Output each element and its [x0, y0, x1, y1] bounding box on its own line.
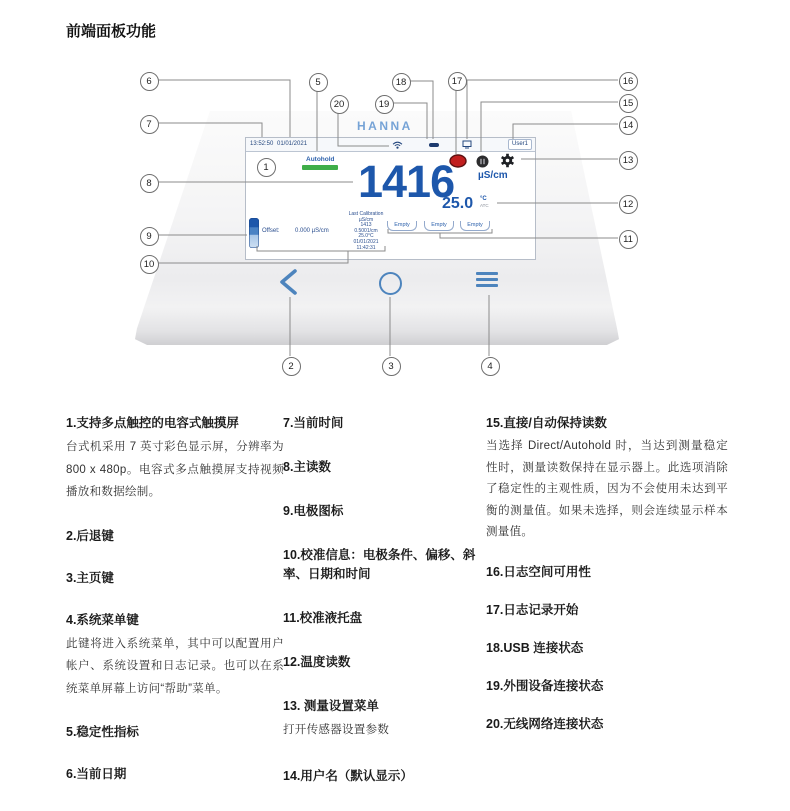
callout-12: 12 — [619, 195, 638, 214]
callout-3: 3 — [382, 357, 401, 376]
callout-11: 11 — [619, 230, 638, 249]
callout-5: 5 — [309, 73, 328, 92]
legend-item-heading: 13. 测量设置菜单 — [283, 699, 379, 713]
gear-icon — [500, 153, 515, 168]
legend-item-14 — [283, 767, 483, 786]
callout-2: 2 — [282, 357, 301, 376]
legend-item-heading: 1.支持多点触控的电容式触摸屏 — [66, 416, 239, 430]
lastcal-standard: 1413 — [360, 222, 372, 229]
legend-item-heading: 18.USB 连接状态 — [486, 640, 584, 655]
calibration-tray-1: Empty — [387, 221, 417, 231]
legend-item-15 — [486, 414, 728, 544]
legend-item-heading: 8.主读数 — [283, 460, 331, 474]
temperature-reading: 25.0 — [442, 195, 474, 212]
autohold-label: Autohold — [306, 156, 335, 163]
callout-19: 19 — [375, 95, 394, 114]
legend-column-2 — [283, 414, 483, 811]
current-date: 01/01/2021 — [277, 141, 308, 147]
current-time: 13:52:50 — [250, 141, 274, 147]
main-reading: 1416 — [358, 156, 455, 207]
back-icon — [277, 269, 301, 295]
offset-label: Offset: — [262, 228, 280, 234]
menu-icon — [476, 272, 498, 289]
callout-6: 6 — [140, 72, 159, 91]
page-title: 前端面板功能 — [66, 23, 157, 40]
legend-item-2 — [66, 527, 284, 546]
temperature-unit: °C — [480, 196, 487, 202]
legend-item-heading: 14.用户名（默认显示） — [283, 768, 413, 783]
legend-item-heading: 12.温度读数 — [283, 655, 351, 669]
legend-item-heading: 9.电极图标 — [283, 504, 344, 518]
display-icon — [462, 140, 472, 149]
legend-item-body: 打开传感器设置参数 — [283, 724, 390, 736]
legend-item-heading: 3.主页键 — [66, 570, 114, 585]
legend-item-9 — [283, 502, 483, 521]
lastcal-date: 01/01/2021 — [353, 238, 379, 245]
legend-item-4 — [66, 611, 284, 701]
legend-item-7 — [283, 414, 483, 433]
legend-item-20 — [486, 715, 728, 734]
lastcal-title: Last Calibration — [348, 211, 384, 217]
callout-8: 8 — [140, 174, 159, 193]
callout-14: 14 — [619, 116, 638, 135]
legend-item-18 — [486, 639, 728, 658]
legend-item-heading: 10.校准信息：电极条件、偏移、斜率、日期和时间 — [283, 548, 476, 581]
wifi-icon — [392, 141, 403, 149]
lastcal-temperature: 25.0°C — [358, 233, 374, 240]
legend-item-10 — [283, 546, 483, 584]
lastcal-time: 11:42:31 — [356, 244, 376, 251]
legend-item-body: 此键将进入系统菜单，其中可以配置用户帐户、系统设置和日志记录。也可以在系统菜单屏幕上访问“帮助”菜单。 — [66, 637, 284, 695]
legend-item-3 — [66, 569, 284, 588]
status-bar — [246, 138, 535, 152]
legend-item-heading: 15.直接/自动保持读数 — [486, 416, 607, 430]
legend-item-heading: 11.校准液托盘 — [283, 611, 363, 625]
legend-item-17 — [486, 601, 728, 620]
callout-9: 9 — [140, 227, 159, 246]
legend-item-heading: 16.日志空间可用性 — [486, 564, 591, 579]
legend-item-12 — [283, 653, 483, 672]
callout-18: 18 — [392, 73, 411, 92]
lastcal-cell-constant: 0.5001/cm — [354, 227, 378, 234]
legend-item-heading: 2.后退键 — [66, 528, 114, 543]
legend-item-heading: 20.无线网络连接状态 — [486, 716, 604, 731]
legend-column-3 — [486, 414, 728, 753]
legend-item-body: 当选择 Direct/Autohold 时，当达到测量稳定性时，测量读数保持在显示器上。此选项消除了稳定性的主观性质，因为不会使用未达到平衡的测量值。如果未选择，则会连续显示样本测量值。 — [486, 440, 728, 538]
legend-item-1 — [66, 414, 284, 504]
stability-indicator-bar — [302, 165, 338, 170]
legend-item-heading: 4.系统菜单键 — [66, 612, 139, 627]
legend-item-11 — [283, 609, 483, 628]
callout-17: 17 — [448, 72, 467, 91]
legend-item-heading: 17.日志记录开始 — [486, 602, 579, 617]
usb-icon — [429, 143, 439, 147]
home-icon — [379, 272, 402, 295]
legend-item-13 — [283, 697, 483, 742]
legend-item-body: 台式机采用 7 英寸彩色显示屏，分辨率为 800 x 480p。电容式多点触摸屏支持视频播放和数据绘制。 — [66, 441, 284, 498]
legend-item-heading: 5.稳定性指标 — [66, 725, 139, 739]
legend-item-8 — [283, 458, 483, 477]
legend-item-heading: 7.当前时间 — [283, 416, 344, 430]
offset-value: 0.000 µS/cm — [295, 228, 329, 234]
callout-10: 10 — [140, 255, 159, 274]
legend-item-16 — [486, 563, 728, 582]
legend-item-5 — [66, 723, 284, 742]
electrode-icon — [249, 218, 259, 248]
calibration-tray-2: Empty — [424, 221, 454, 231]
meter-touchscreen — [245, 137, 536, 260]
legend-item-heading: 19.外围设备连接状态 — [486, 678, 604, 693]
brand-logo: HANNA — [357, 119, 413, 133]
callout-7: 7 — [140, 115, 159, 134]
legend-item-heading: 6.当前日期 — [66, 767, 127, 781]
calibration-tray-3: Empty — [460, 221, 490, 231]
last-calibration-info — [345, 212, 387, 251]
legend-item-19 — [486, 677, 728, 696]
reading-unit: µS/cm — [478, 170, 508, 181]
callout-20: 20 — [330, 95, 349, 114]
lastcal-unit: µS/cm — [358, 216, 374, 223]
legend-item-6 — [66, 765, 284, 784]
callout-16: 16 — [619, 72, 638, 91]
legend-column-1 — [66, 414, 284, 807]
callout-13: 13 — [619, 151, 638, 170]
callout-1: 1 — [257, 158, 276, 177]
callout-15: 15 — [619, 94, 638, 113]
callout-4: 4 — [481, 357, 500, 376]
username-badge: User1 — [508, 139, 532, 150]
atc-mode-label: ATC — [480, 203, 489, 208]
autohold-button-icon — [476, 155, 489, 168]
